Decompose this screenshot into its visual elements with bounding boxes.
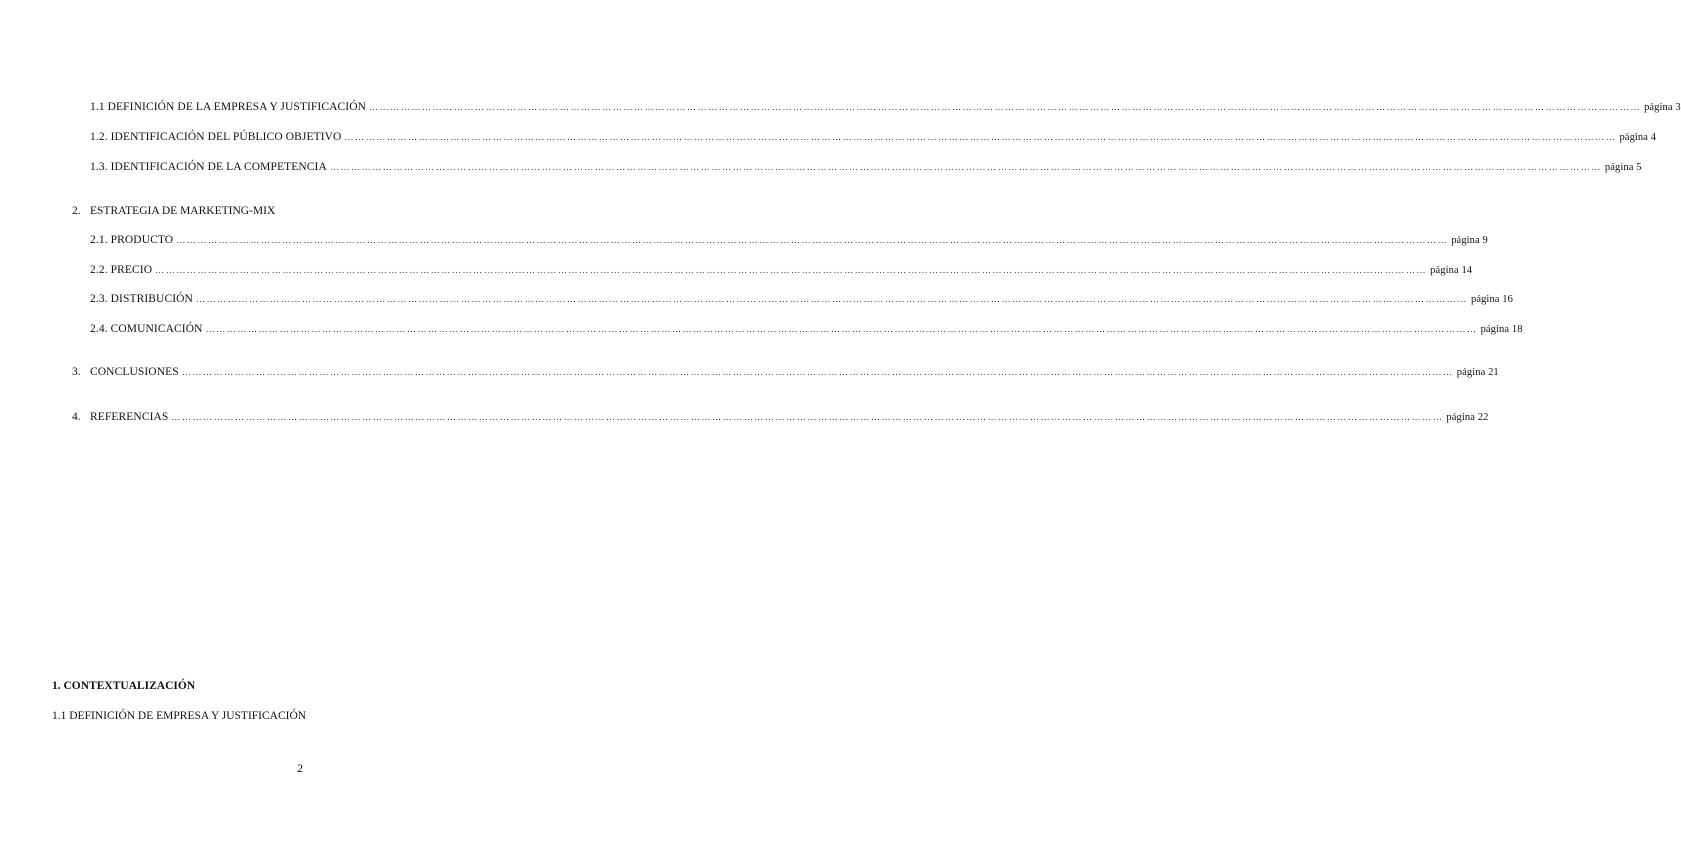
toc-section-number: 2. [72, 205, 81, 217]
toc-leader-dots: ……………………………………………………………………………………………………………………………………………………………………………………………………………………………………………………………………………………………………………………………… [195, 294, 1468, 304]
toc-entry-page: página 21 [1456, 367, 1499, 378]
toc-entry-label: 1.3. IDENTIFICACIÓN DE LA COMPETENCIA [90, 161, 327, 173]
toc-leader-dots: ……………………………………………………………………………………………………………………………………………………………………………………………………………………………………………………………………………………………………………………………… [155, 265, 1428, 275]
toc-entry-page: página 18 [1480, 324, 1523, 335]
toc-leader-dots: ……………………………………………………………………………………………………………………………………………………………………………………………………………………………………………………………………………………………………………………………… [205, 324, 1478, 334]
toc-entry-label: 1.1 DEFINICIÓN DE LA EMPRESA Y JUSTIFICACIÓN [90, 101, 367, 113]
section-heading: 1. CONTEXTUALIZACIÓN [52, 680, 196, 692]
toc-leader-dots: ……………………………………………………………………………………………………………………………………………………………………………………………………………………………………………………………………………………………………………………………… [176, 235, 1449, 245]
toc-leader-dots: ……………………………………………………………………………………………………………………………………………………………………………………………………………………………………………………………………………………………………………………………… [369, 102, 1642, 112]
toc-entry-label: 2.1. PRODUCTO [90, 234, 174, 246]
toc-entry-page: página 4 [1619, 132, 1657, 143]
toc-entry-4 [90, 411, 1489, 423]
toc-entry-page: página 5 [1604, 162, 1642, 173]
toc-entry-page: página 3 [1644, 102, 1681, 113]
toc-entry-2-1 [90, 234, 1488, 246]
toc-entry-label: 2.4. COMUNICACIÓN [90, 323, 203, 335]
toc-entry-page: página 22 [1446, 412, 1489, 423]
toc-entry-label: CONCLUSIONES [90, 366, 179, 378]
toc-entry-label: 2.3. DISTRIBUCIÓN [90, 293, 193, 305]
toc-entry-2-4 [90, 323, 1523, 335]
toc-entry-label: REFERENCIAS [90, 411, 169, 423]
toc-entry-1-2 [90, 131, 1657, 143]
toc-entry-2-3 [90, 293, 1513, 305]
toc-entry-1-3 [90, 161, 1642, 173]
subsection-heading: 1.1 DEFINICIÓN DE EMPRESA Y JUSTIFICACIÓN [52, 710, 307, 722]
toc-entry-page: página 14 [1430, 265, 1473, 276]
toc-entry-label: 2.2. PRECIO [90, 264, 153, 276]
toc-section-title: ESTRATEGIA DE MARKETING-MIX [90, 205, 276, 217]
toc-leader-dots: ……………………………………………………………………………………………………………………………………………………………………………………………………………………………………………………………………………………………………………………………… [171, 412, 1444, 422]
toc-entry-1-1 [90, 101, 1681, 113]
toc-leader-dots: ……………………………………………………………………………………………………………………………………………………………………………………………………………………………………………………………………………………………………………………………… [181, 367, 1454, 377]
page-number: 2 [297, 761, 303, 775]
toc-section-number: 4. [72, 411, 81, 423]
toc-entry-page: página 16 [1470, 294, 1513, 305]
toc-entry-page: página 9 [1451, 235, 1488, 246]
toc-entry-3 [90, 366, 1499, 378]
toc-section-number: 3. [72, 366, 81, 378]
toc-leader-dots: ……………………………………………………………………………………………………………………………………………………………………………………………………………………………………………………………………………………………………………………………… [329, 162, 1602, 172]
toc-entry-2-2 [90, 264, 1473, 276]
toc-entry-label: 1.2. IDENTIFICACIÓN DEL PÚBLICO OBJETIVO [90, 131, 342, 143]
toc-leader-dots: ……………………………………………………………………………………………………………………………………………………………………………………………………………………………………………………………………………………………………………………………… [344, 132, 1617, 142]
